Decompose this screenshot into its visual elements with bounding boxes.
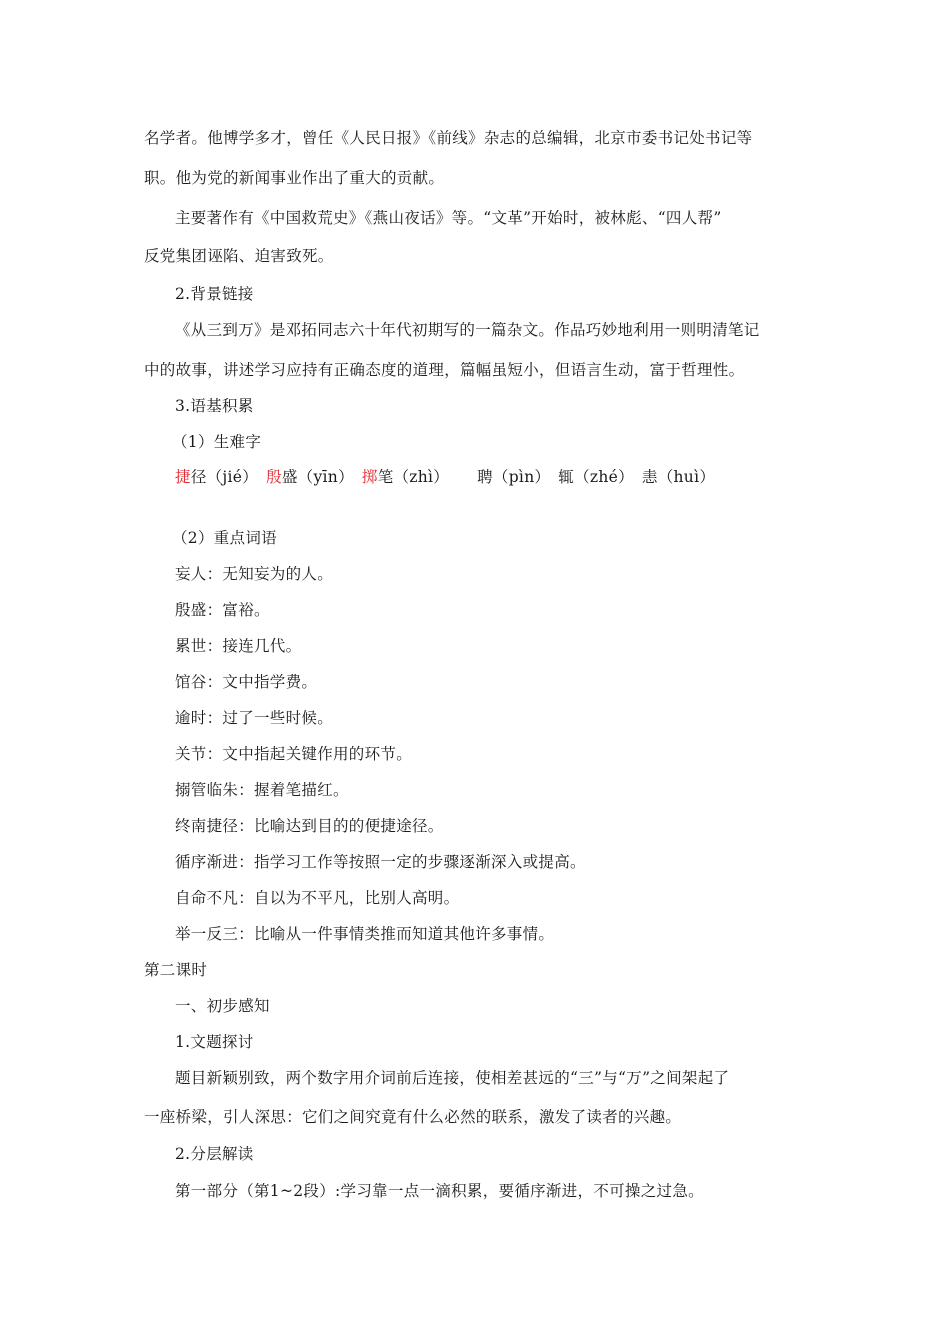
word-entry: 举一反三：比喻从一件事情类推而知道其他许多事情。	[175, 925, 555, 943]
word-entry: 累世：接连几代。	[175, 637, 302, 655]
char-item: 辄（zhé）	[558, 468, 634, 486]
lesson2-sub1-line-2: 一座桥梁，引人深思：它们之间究竟有什么必然的联系，激发了读者的兴趣。	[144, 1108, 682, 1126]
intro-paragraph-2-line-1: 主要著作有《中国救荒史》《燕山夜话》等。“文革”开始时，被林彪、“四人帮”	[175, 209, 722, 227]
intro-paragraph-1-line-1: 名学者。他博学多才，曾任《人民日报》《前线》杂志的总编辑，北京市委书记处书记等	[144, 129, 753, 147]
char-item: 掷笔（zhì）	[361, 468, 450, 486]
char-item: 殷盛（yīn）	[266, 468, 354, 486]
word-entry: 关节：文中指起关键作用的环节。	[175, 745, 413, 763]
lesson2-sub1-heading: 1.文题探讨	[175, 1033, 254, 1051]
char-highlight: 捷	[175, 468, 191, 486]
word-entry: 循序渐进：指学习工作等按照一定的步骤逐渐深入或提高。	[175, 853, 586, 871]
lesson2-sub2-line-1: 第一部分（第1~2段）:学习靠一点一滴积累，要循序渐进，不可操之过急。	[175, 1182, 704, 1200]
char-highlight: 掷	[361, 468, 378, 486]
lesson2-sub1-line-1: 题目新颖别致，两个数字用介词前后连接，使相差甚远的“三”与“万”之间架起了	[175, 1069, 730, 1087]
background-line-2: 中的故事，讲述学习应持有正确态度的道理，篇幅虽短小，但语言生动，富于哲理性。	[144, 361, 745, 379]
lesson2-title: 第二课时	[144, 961, 208, 979]
difficult-chars-row	[175, 467, 715, 487]
word-entry: 终南捷径：比喻达到目的的便捷途径。	[175, 817, 444, 835]
word-entry: 殷盛：富裕。	[175, 601, 270, 619]
char-item: 恚（huì）	[641, 468, 716, 486]
word-entry: 搦管临朱：握着笔描红。	[175, 781, 349, 799]
word-entry: 妄人：无知妄为的人。	[175, 565, 334, 583]
chars-heading: （1）生难字	[172, 433, 262, 451]
background-line-1: 《从三到万》是邓拓同志六十年代初期写的一篇杂文。作品巧妙地利用一则明清笔记	[175, 321, 760, 339]
word-entry: 馆谷：文中指学费。	[175, 673, 318, 691]
lesson2-section-1: 一、初步感知	[175, 997, 270, 1015]
background-heading: 2.背景链接	[175, 285, 254, 303]
vocab-heading: 3.语基积累	[175, 397, 254, 415]
intro-paragraph-1-line-2: 职。他为党的新闻事业作出了重大的贡献。	[144, 169, 445, 187]
words-heading: （2）重点词语	[172, 529, 277, 547]
word-entry: 逾时：过了一些时候。	[175, 709, 334, 727]
lesson2-sub2-heading: 2.分层解读	[175, 1145, 254, 1163]
char-item: 捷径（jié）	[175, 468, 259, 486]
char-item: 聘（pìn）	[477, 468, 551, 486]
char-highlight: 殷	[266, 468, 282, 486]
word-entry: 自命不凡：自以为不平凡，比别人高明。	[175, 889, 460, 907]
intro-paragraph-2-line-2: 反党集团诬陷、迫害致死。	[144, 247, 334, 265]
